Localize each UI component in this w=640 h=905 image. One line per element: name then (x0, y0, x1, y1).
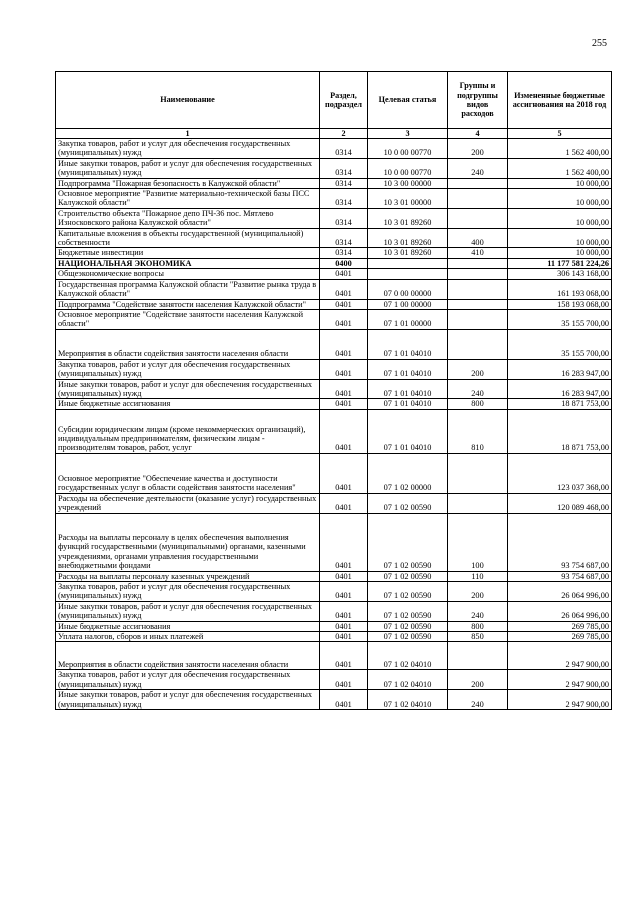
row-group: 200 (448, 670, 508, 690)
row-target: 07 1 02 00000 (368, 453, 448, 493)
table-row (56, 453, 612, 493)
column-number: 3 (368, 129, 448, 139)
row-section: 0401 (320, 299, 368, 309)
row-group: 400 (448, 228, 508, 248)
row-target: 10 0 00 00770 (368, 158, 448, 178)
row-section: 0401 (320, 621, 368, 631)
row-section: 0314 (320, 248, 368, 258)
row-target: 10 3 01 00000 (368, 189, 448, 209)
row-group (448, 279, 508, 299)
row-amount: 306 143 168,00 (508, 269, 612, 279)
row-section: 0401 (320, 581, 368, 601)
row-name: Иные закупки товаров, работ и услуг для обеспечения государственных (муниципальных) нужд (56, 379, 320, 399)
table-row (56, 621, 612, 631)
row-target: 10 3 00 00000 (368, 178, 448, 188)
row-target: 07 1 02 00590 (368, 581, 448, 601)
table-row (56, 248, 612, 258)
row-amount: 16 283 947,00 (508, 379, 612, 399)
row-amount: 10 000,00 (508, 228, 612, 248)
row-group: 200 (448, 581, 508, 601)
row-target: 07 1 01 00000 (368, 309, 448, 329)
header-section: Раздел, подраздел (320, 72, 368, 129)
row-target: 07 1 01 04010 (368, 329, 448, 359)
row-name: Бюджетные инвестиции (56, 248, 320, 258)
row-name: Иные закупки товаров, работ и услуг для обеспечения государственных (муниципальных) нужд (56, 690, 320, 710)
row-target (368, 269, 448, 279)
row-name: Расходы на выплаты персоналу казенных учреждений (56, 571, 320, 581)
row-section: 0401 (320, 269, 368, 279)
table-row (56, 632, 612, 642)
row-name: Расходы на выплаты персоналу в целях обеспечения выполнения функций государственными (муниципальными) органами, казенными учреждениями, органами управления государственными внебюджетными фондами (56, 513, 320, 571)
row-name: Уплата налогов, сборов и иных платежей (56, 632, 320, 642)
table-row (56, 601, 612, 621)
row-amount: 1 562 400,00 (508, 139, 612, 159)
row-target: 07 1 02 00590 (368, 621, 448, 631)
row-target: 10 3 01 89260 (368, 208, 448, 228)
row-group: 850 (448, 632, 508, 642)
row-target: 07 1 01 04010 (368, 399, 448, 409)
row-section: 0401 (320, 493, 368, 513)
header-groups: Группы и подгруппы видов расходов (448, 72, 508, 129)
table-row (56, 409, 612, 453)
row-name: Подпрограмма "Пожарная безопасность в Калужской области" (56, 178, 320, 188)
row-amount: 93 754 687,00 (508, 513, 612, 571)
row-group: 110 (448, 571, 508, 581)
row-group: 240 (448, 379, 508, 399)
row-section: 0401 (320, 453, 368, 493)
row-name: Строительство объекта "Пожарное депо ПЧ-36 пос. Мятлево Износковского района Калужской области" (56, 208, 320, 228)
row-section: 0314 (320, 139, 368, 159)
row-amount: 18 871 753,00 (508, 399, 612, 409)
table-row (56, 208, 612, 228)
row-group (448, 299, 508, 309)
header-amount: Измененные бюджетные ассигнования на 2018 год (508, 72, 612, 129)
table-row (56, 493, 612, 513)
row-group (448, 258, 508, 268)
row-target: 07 1 01 04010 (368, 409, 448, 453)
row-amount: 11 177 581 224,26 (508, 258, 612, 268)
header-name: Наименование (56, 72, 320, 129)
table-row (56, 299, 612, 309)
row-target: 07 1 01 04010 (368, 359, 448, 379)
table-row (56, 513, 612, 571)
table-header-row (56, 72, 612, 129)
row-target: 07 1 02 00590 (368, 632, 448, 642)
row-target: 10 0 00 00770 (368, 139, 448, 159)
row-section: 0401 (320, 601, 368, 621)
row-amount: 18 871 753,00 (508, 409, 612, 453)
row-group (448, 309, 508, 329)
row-group (448, 642, 508, 670)
row-group (448, 269, 508, 279)
row-amount: 10 000,00 (508, 189, 612, 209)
table-row (56, 670, 612, 690)
table-row (56, 178, 612, 188)
row-target: 07 0 00 00000 (368, 279, 448, 299)
row-section: 0314 (320, 178, 368, 188)
row-amount: 120 089 468,00 (508, 493, 612, 513)
row-group (448, 208, 508, 228)
row-name: Субсидии юридическим лицам (кроме некоммерческих организаций), индивидуальным предпринимателям, физическим лицам - производителям товаров, работ, услуг (56, 409, 320, 453)
row-section: 0401 (320, 670, 368, 690)
row-section: 0314 (320, 158, 368, 178)
row-group (448, 329, 508, 359)
row-amount: 1 562 400,00 (508, 158, 612, 178)
row-amount: 161 193 068,00 (508, 279, 612, 299)
row-group: 800 (448, 621, 508, 631)
row-target: 07 1 02 00590 (368, 601, 448, 621)
table-row (56, 258, 612, 268)
table-row (56, 279, 612, 299)
row-amount: 269 785,00 (508, 621, 612, 631)
row-section: 0314 (320, 208, 368, 228)
row-name: Мероприятия в области содействия занятости населения области (56, 329, 320, 359)
row-name: Закупка товаров, работ и услуг для обеспечения государственных (муниципальных) нужд (56, 581, 320, 601)
row-group: 200 (448, 359, 508, 379)
table-row (56, 642, 612, 670)
row-group (448, 178, 508, 188)
row-amount: 35 155 700,00 (508, 329, 612, 359)
row-section: 0401 (320, 642, 368, 670)
table-row (56, 329, 612, 359)
column-number: 4 (448, 129, 508, 139)
column-numbers-row (56, 129, 612, 139)
row-section: 0401 (320, 279, 368, 299)
table-row (56, 158, 612, 178)
row-section: 0401 (320, 513, 368, 571)
row-amount: 26 064 996,00 (508, 601, 612, 621)
row-section: 0401 (320, 409, 368, 453)
row-name: Мероприятия в области содействия занятости населения области (56, 642, 320, 670)
table-row (56, 228, 612, 248)
row-section: 0401 (320, 399, 368, 409)
row-group: 810 (448, 409, 508, 453)
table-row (56, 309, 612, 329)
row-amount: 10 000,00 (508, 208, 612, 228)
page-number: 255 (592, 38, 607, 49)
row-name: Общеэкономические вопросы (56, 269, 320, 279)
row-target: 07 1 00 00000 (368, 299, 448, 309)
row-target: 07 1 02 00590 (368, 571, 448, 581)
row-name: Иные закупки товаров, работ и услуг для обеспечения государственных (муниципальных) нужд (56, 158, 320, 178)
row-name: Иные бюджетные ассигнования (56, 621, 320, 631)
row-name: Основное мероприятие "Обеспечение качества и доступности государственных услуг в области содействия занятости населения" (56, 453, 320, 493)
row-target (368, 258, 448, 268)
table-row (56, 139, 612, 159)
row-name: НАЦИОНАЛЬНАЯ ЭКОНОМИКА (56, 258, 320, 268)
row-amount: 10 000,00 (508, 248, 612, 258)
table-row (56, 269, 612, 279)
row-section: 0401 (320, 329, 368, 359)
row-target: 07 1 02 00590 (368, 513, 448, 571)
row-name: Иные бюджетные ассигнования (56, 399, 320, 409)
table-row (56, 571, 612, 581)
table-row (56, 581, 612, 601)
row-group: 100 (448, 513, 508, 571)
row-target: 07 1 01 04010 (368, 379, 448, 399)
row-group: 410 (448, 248, 508, 258)
column-number: 5 (508, 129, 612, 139)
row-target: 10 3 01 89260 (368, 228, 448, 248)
row-amount: 123 037 368,00 (508, 453, 612, 493)
row-section: 0401 (320, 632, 368, 642)
row-amount: 269 785,00 (508, 632, 612, 642)
row-name: Расходы на обеспечение деятельности (оказание услуг) государственных учреждений (56, 493, 320, 513)
row-section: 0401 (320, 359, 368, 379)
row-section: 0401 (320, 690, 368, 710)
row-section: 0401 (320, 309, 368, 329)
row-amount: 158 193 068,00 (508, 299, 612, 309)
row-group (448, 453, 508, 493)
row-name: Основное мероприятие "Содействие занятости населения Калужской области" (56, 309, 320, 329)
table-row (56, 359, 612, 379)
column-number: 2 (320, 129, 368, 139)
row-group: 240 (448, 601, 508, 621)
row-section: 0314 (320, 228, 368, 248)
header-target: Целевая статья (368, 72, 448, 129)
column-number: 1 (56, 129, 320, 139)
row-section: 0400 (320, 258, 368, 268)
row-name: Государственная программа Калужской области "Развитие рынка труда в Калужской области" (56, 279, 320, 299)
row-amount: 2 947 900,00 (508, 642, 612, 670)
row-group: 800 (448, 399, 508, 409)
row-target: 07 1 02 04010 (368, 670, 448, 690)
row-target: 07 1 02 04010 (368, 690, 448, 710)
row-name: Капитальные вложения в объекты государственной (муниципальной) собственности (56, 228, 320, 248)
row-group (448, 189, 508, 209)
table-row (56, 399, 612, 409)
row-name: Закупка товаров, работ и услуг для обеспечения государственных (муниципальных) нужд (56, 670, 320, 690)
row-group (448, 493, 508, 513)
row-name: Закупка товаров, работ и услуг для обеспечения государственных (муниципальных) нужд (56, 359, 320, 379)
row-name: Закупка товаров, работ и услуг для обеспечения государственных (муниципальных) нужд (56, 139, 320, 159)
row-section: 0401 (320, 379, 368, 399)
row-amount: 35 155 700,00 (508, 309, 612, 329)
row-group: 200 (448, 139, 508, 159)
row-group: 240 (448, 158, 508, 178)
row-amount: 2 947 900,00 (508, 670, 612, 690)
table-row (56, 690, 612, 710)
table-row (56, 189, 612, 209)
row-target: 07 1 02 04010 (368, 642, 448, 670)
row-section: 0401 (320, 571, 368, 581)
row-amount: 26 064 996,00 (508, 581, 612, 601)
table-row (56, 379, 612, 399)
row-name: Подпрограмма "Содействие занятости населения Калужской области" (56, 299, 320, 309)
budget-table (55, 71, 612, 710)
row-amount: 16 283 947,00 (508, 359, 612, 379)
row-target: 07 1 02 00590 (368, 493, 448, 513)
row-group: 240 (448, 690, 508, 710)
row-section: 0314 (320, 189, 368, 209)
row-name: Основное мероприятие "Развитие материально-технической базы ПСС Калужской области" (56, 189, 320, 209)
row-name: Иные закупки товаров, работ и услуг для обеспечения государственных (муниципальных) нужд (56, 601, 320, 621)
row-amount: 10 000,00 (508, 178, 612, 188)
row-target: 10 3 01 89260 (368, 248, 448, 258)
row-amount: 93 754 687,00 (508, 571, 612, 581)
row-amount: 2 947 900,00 (508, 690, 612, 710)
